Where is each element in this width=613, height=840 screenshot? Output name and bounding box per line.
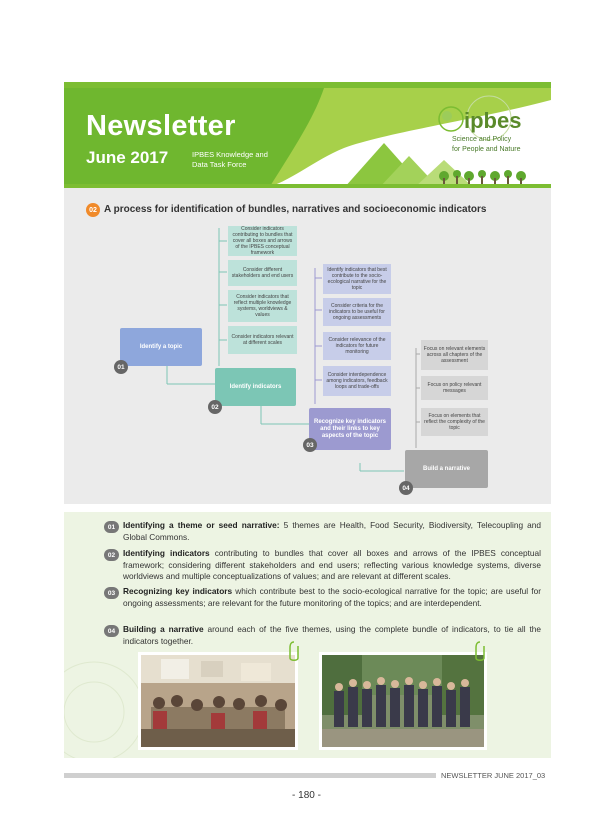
newsletter-title: Newsletter [86,110,236,142]
step-number-01: 01 [114,360,128,374]
step-number-04: 04 [399,481,413,495]
step-badge-02: 02 [104,549,119,561]
paperclip-icon [474,640,486,662]
step-description-03: Recognizing key indicators which contribute best to the socio-ecological narrative for the topic; are useful for ongoing assessments; are relevant for the future monitoring of the topics; and are interdependent. [123,586,541,608]
steps-description-panel [64,512,551,758]
section-heading: A process for identification of bundles, narratives and socioeconomic indicators [104,204,487,215]
section-number-badge: 02 [86,203,100,217]
focus-chapters-box: Focus on relevant elements across all chapters of the assessment [421,340,488,370]
ipbes-logo-word: ipbes [464,108,522,133]
group-photo-image [322,655,484,747]
workshop-photo [138,652,298,750]
process-diagram-panel [64,188,551,504]
step-badge-01: 01 [104,521,119,533]
workshop-photo-image [141,655,295,747]
step-number-02: 02 [208,400,222,414]
step-identify-indicators-box: Identify indicators [215,368,296,406]
step-description-02: Identifying indicators contributing to bundles that cover all boxes and arrows of the IPBES conceptual framework; considering different stakeholders and end users; reflecting various knowledge systems, diverse worldviews and multiple conceptualizations of values; and are relevant at different scales. [123,548,541,581]
ipbes-tagline-line1: Science and Policy [452,136,512,143]
consider-scales-box: Consider indicators relevant at different scales [228,326,297,354]
consider-conceptual-framework-box: Consider indicators contributing to bundles that cover all boxes and arrows of the IPBES conceptual framework [228,226,297,256]
consider-stakeholders-box: Consider different stakeholders and end users [228,260,297,286]
paperclip-icon [288,640,300,662]
newsletter-date: June 2017 [86,148,169,167]
consider-monitoring-relevance-box: Consider relevance of the indicators for future monitoring [323,332,391,360]
step-build-narrative-box: Build a narrative [405,450,488,488]
step-badge-04: 04 [104,625,119,637]
page-number: - 180 - [292,790,321,801]
ipbes-tagline-line2: for People and Nature [452,146,521,153]
footer-issue-label: NEWSLETTER JUNE 2017_03 [441,771,546,780]
footer-bar [64,773,436,778]
consider-criteria-box: Consider criteria for the indicators to be useful for ongoing assessments [323,298,391,326]
newsletter-subtitle-line1: IPBES Knowledge and [192,150,268,159]
consider-knowledge-systems-box: Consider indicators that reflect multiple knowledge systems, worldviews & values [228,290,297,322]
step-identify-topic-box: Identify a topic [120,328,202,366]
newsletter-header [64,82,551,188]
step-description-04: Building a narrative around each of the five themes, using the complete bundle of indicators, to tie all the indicators together. [123,624,541,646]
newsletter-subtitle-line2: Data Task Force [192,160,247,169]
ipbes-logo-icon [436,104,466,134]
step-description-01: Identifying a theme or seed narrative: 5 themes are Health, Food Security, Biodiversity, Telecoupling and Global Commons. [123,520,541,542]
consider-interdependence-box: Consider interdependence among indicators, feedback loops and trade-offs [323,366,391,396]
focus-complexity-box: Focus on elements that reflect the complexity of the topic [421,408,488,436]
identify-best-indicators-box: Identify indicators that best contribute to the socio-ecological narrative for the topic [323,264,391,294]
step-badge-03: 03 [104,587,119,599]
step-recognize-key-indicators-box: Recognize key indicators and their links to key aspects of the topic [309,408,391,450]
group-photo [319,652,487,750]
step-number-03: 03 [303,438,317,452]
focus-policy-messages-box: Focus on policy relevant messages [421,376,488,400]
